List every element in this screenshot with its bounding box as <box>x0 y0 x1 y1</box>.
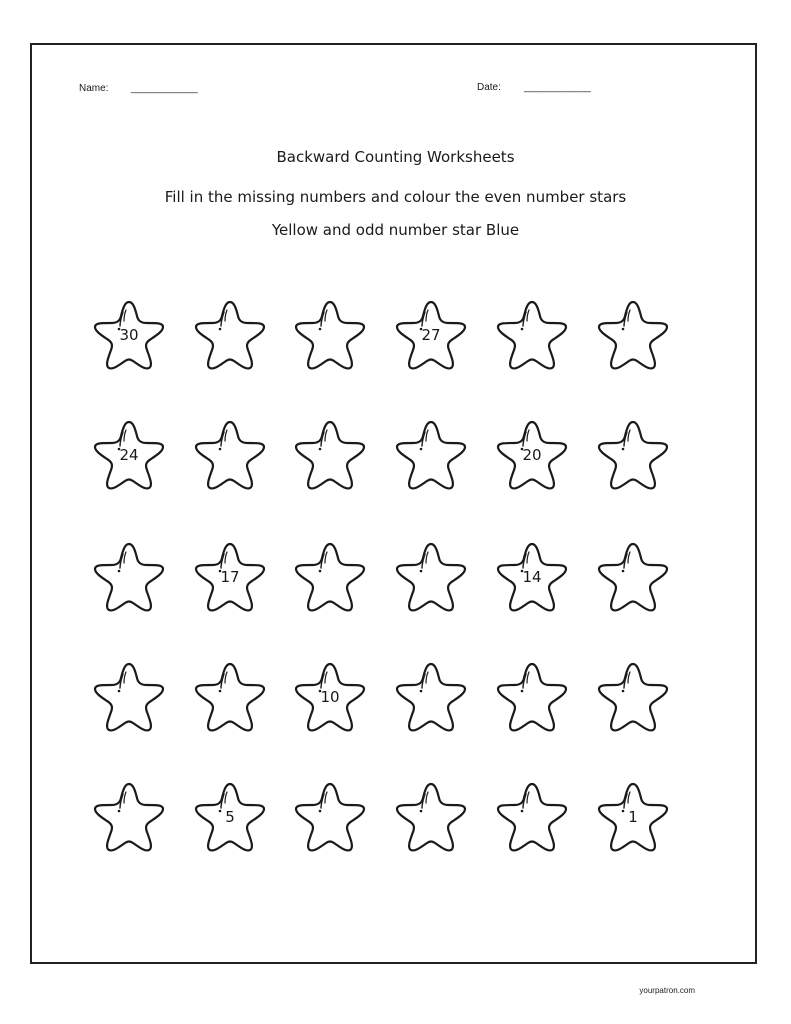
star-cell[interactable] <box>391 296 471 376</box>
star-cell[interactable] <box>290 416 370 496</box>
star-cell[interactable] <box>593 538 673 618</box>
star-icon <box>391 778 471 858</box>
star-icon <box>593 658 673 738</box>
star-cell[interactable] <box>593 416 673 496</box>
star-cell[interactable] <box>290 778 370 858</box>
star-icon <box>290 416 370 496</box>
star-cell[interactable] <box>593 658 673 738</box>
date-label: Date: <box>477 82 501 93</box>
star-icon <box>190 658 270 738</box>
star-cell[interactable] <box>89 658 169 738</box>
star-cell[interactable] <box>89 416 169 496</box>
star-icon <box>391 658 471 738</box>
star-cell[interactable] <box>190 538 270 618</box>
star-icon <box>89 778 169 858</box>
star-icon <box>492 658 572 738</box>
name-label: Name: <box>79 83 109 94</box>
star-cell[interactable] <box>391 658 471 738</box>
star-cell[interactable] <box>290 658 370 738</box>
star-number: 1 <box>628 808 638 826</box>
star-cell[interactable] <box>190 296 270 376</box>
star-icon <box>391 416 471 496</box>
star-cell[interactable] <box>492 778 572 858</box>
star-cell[interactable] <box>492 658 572 738</box>
footer-site: yourpatron.com <box>639 986 695 995</box>
star-number: 20 <box>522 446 542 464</box>
star-icon <box>190 296 270 376</box>
star-cell[interactable] <box>492 538 572 618</box>
star-cell[interactable] <box>89 296 169 376</box>
star-cell[interactable] <box>290 296 370 376</box>
star-icon <box>89 538 169 618</box>
name-blank[interactable]: ____________ <box>131 83 198 94</box>
date-blank[interactable]: ____________ <box>524 82 591 93</box>
star-cell[interactable] <box>89 778 169 858</box>
star-number: 17 <box>220 568 240 586</box>
star-cell[interactable] <box>391 538 471 618</box>
star-icon <box>593 296 673 376</box>
star-cell[interactable] <box>391 416 471 496</box>
star-icon <box>290 538 370 618</box>
star-icon <box>492 778 572 858</box>
star-icon <box>290 778 370 858</box>
star-cell[interactable] <box>492 416 572 496</box>
star-cell[interactable] <box>190 416 270 496</box>
star-icon <box>593 538 673 618</box>
instruction-line-1: Fill in the missing numbers and colour the even number stars <box>164 188 627 206</box>
star-number: 27 <box>421 326 441 344</box>
worksheet-title: Backward Counting Worksheets <box>276 148 515 166</box>
star-cell[interactable] <box>593 778 673 858</box>
star-icon <box>190 416 270 496</box>
star-cell[interactable] <box>290 538 370 618</box>
star-number: 10 <box>320 688 340 706</box>
star-cell[interactable] <box>593 296 673 376</box>
star-cell[interactable] <box>391 778 471 858</box>
star-cell[interactable] <box>492 296 572 376</box>
star-cell[interactable] <box>190 658 270 738</box>
star-number: 24 <box>119 446 139 464</box>
star-number: 5 <box>225 808 235 826</box>
star-number: 14 <box>522 568 542 586</box>
star-icon <box>593 416 673 496</box>
star-icon <box>492 296 572 376</box>
worksheet-frame <box>30 43 757 995</box>
star-icon <box>290 296 370 376</box>
star-cell[interactable] <box>89 538 169 618</box>
star-number: 30 <box>119 326 139 344</box>
instruction-line-2: Yellow and odd number star Blue <box>271 221 520 239</box>
star-cell[interactable] <box>190 778 270 858</box>
star-icon <box>89 658 169 738</box>
star-icon <box>391 538 471 618</box>
